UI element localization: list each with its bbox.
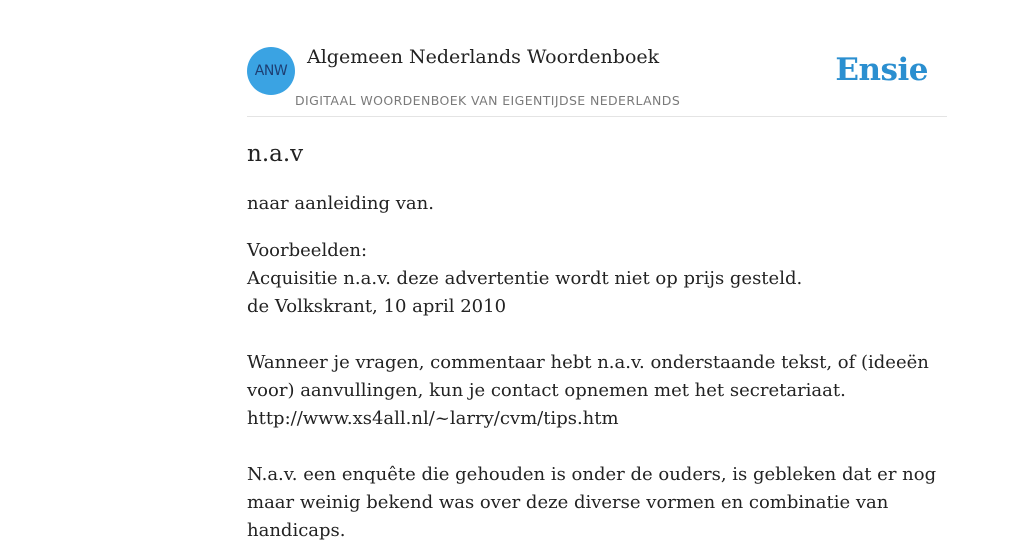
entry-term: n.a.v <box>247 141 304 167</box>
ensie-logo[interactable]: Ensie <box>835 52 928 88</box>
examples-heading: Voorbeelden: <box>247 240 368 261</box>
entry-definition: naar aanleiding van. <box>247 193 434 214</box>
site-title[interactable]: Algemeen Nederlands Woordenboek <box>307 46 660 68</box>
example-spacer <box>247 321 967 349</box>
example-source: de Volkskrant, 10 april 2010 <box>247 296 507 317</box>
site-header <box>247 40 947 117</box>
site-subtitle: DIGITAAL WOORDENBOEK VAN EIGENTIJDSE NEDERLANDS <box>295 93 681 108</box>
example-source: http://www.xs4all.nl/~larry/cvm/tips.htm <box>247 408 619 429</box>
example-text: Wanneer je vragen, commentaar hebt n.a.v. onderstaande tekst, of (ideeën voor) aanvullingen, kun je contact opnemen met het secretariaat. <box>247 352 929 401</box>
anw-logo[interactable]: ANW <box>247 47 295 95</box>
example-text: N.a.v. een enquête die gehouden is onder de ouders, is gebleken dat er nog maar weinig bekend was over deze diverse vormen en combinatie van handicaps. <box>247 464 937 541</box>
entry-content <box>247 138 967 545</box>
examples-section <box>247 237 967 545</box>
example-text: Acquisitie n.a.v. deze advertentie wordt niet op prijs gesteld. <box>247 268 803 289</box>
example-spacer <box>247 433 967 461</box>
